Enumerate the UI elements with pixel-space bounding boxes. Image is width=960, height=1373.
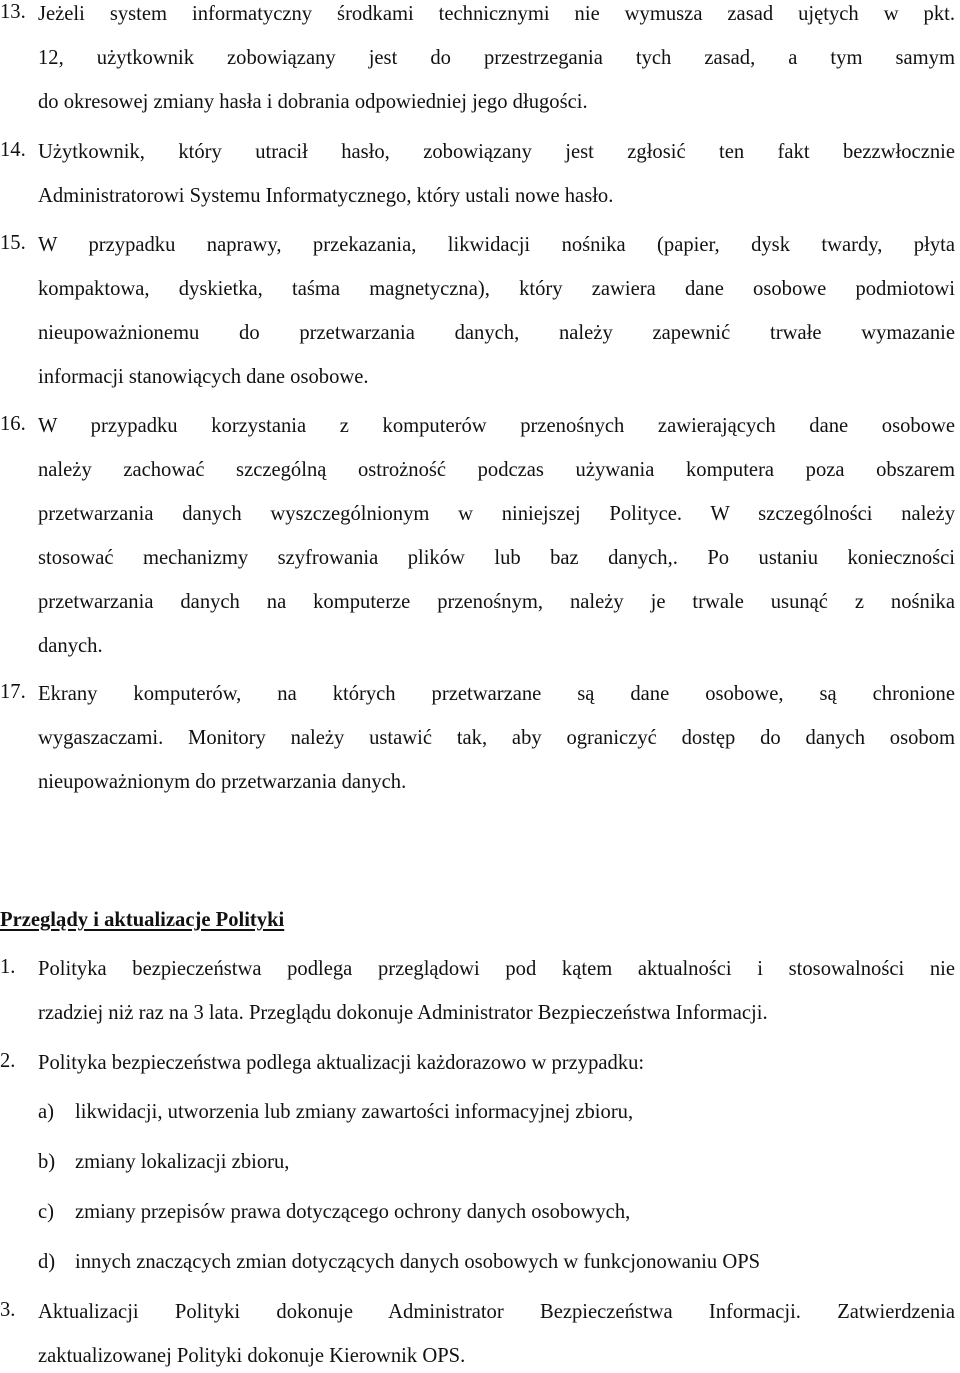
item-text-line: Polityka bezpieczeństwa podlega przeglądowi pod kątem aktualności i stosowalności nie: [38, 958, 955, 980]
item-text-line: Administratorowi Systemu Informatycznego, który ustali nowe hasło.: [38, 185, 614, 207]
sub-item-text: innych znaczących zmian dotyczących danych osobowych w funkcjonowaniu OPS: [75, 1251, 761, 1273]
item-text-line: wygaszaczami. Monitory należy ustawić tak, aby ograniczyć dostęp do danych osobom: [38, 727, 955, 749]
item-text-line: Ekrany komputerów, na których przetwarzane są dane osobowe, są chronione: [38, 683, 955, 705]
item-number: 2.: [0, 1050, 16, 1072]
item-number: 15.: [0, 232, 26, 254]
item-text-line: do okresowej zmiany hasła i dobrania odpowiedniej jego długości.: [38, 91, 588, 113]
item-text-line: Polityka bezpieczeństwa podlega aktualizacji każdorazowo w przypadku:: [38, 1052, 645, 1074]
sub-item-text: likwidacji, utworzenia lub zmiany zawartości informacyjnej zbioru,: [75, 1101, 634, 1123]
item-text-line: kompaktowa, dyskietka, taśma magnetyczna), który zawiera dane osobowe podmiotowi: [38, 278, 955, 300]
item-text-line: stosować mechanizmy szyfrowania plików lub baz danych,. Po ustaniu konieczności: [38, 547, 955, 569]
item-text-line: danych.: [38, 635, 103, 657]
item-text-line: nieupoważnionemu do przetwarzania danych, należy zapewnić trwałe wymazanie: [38, 322, 955, 344]
item-text-line: rzadziej niż raz na 3 lata. Przeglądu dokonuje Administrator Bezpieczeństwa Informacji.: [38, 1002, 768, 1024]
sub-item-letter: c): [38, 1201, 54, 1223]
item-text-line: 12, użytkownik zobowiązany jest do przestrzegania tych zasad, a tym samym: [38, 47, 955, 69]
item-text-line: nieupoważnionym do przetwarzania danych.: [38, 771, 407, 793]
item-text-line: W przypadku naprawy, przekazania, likwidacji nośnika (papier, dysk twardy, płyta: [38, 234, 955, 256]
item-text-line: Jeżeli system informatyczny środkami technicznymi nie wymusza zasad ujętych w pkt.: [38, 3, 955, 25]
item-number: 16.: [0, 413, 26, 435]
sub-item-d: [38, 1249, 938, 1275]
section-heading: Przeglądy i aktualizacje Polityki: [0, 909, 285, 931]
item-text-line: Użytkownik, który utracił hasło, zobowiązany jest zgłosić ten fakt bezzwłocznie: [38, 141, 955, 163]
sub-item-letter: d): [38, 1251, 56, 1273]
item-text-line: przetwarzania danych wyszczególnionym w niniejszej Polityce. W szczególności należy: [38, 503, 955, 525]
item-text-line: zaktualizowanej Polityki dokonuje Kierownik OPS.: [38, 1345, 466, 1367]
item-text-line: Aktualizacji Polityki dokonuje Administrator Bezpieczeństwa Informacji. Zatwierdzenia: [38, 1301, 955, 1323]
sub-item-letter: a): [38, 1101, 54, 1123]
item-number: 17.: [0, 681, 26, 703]
item-number: 1.: [0, 956, 16, 978]
item-number: 13.: [0, 1, 26, 23]
sub-item-text: zmiany lokalizacji zbioru,: [75, 1151, 290, 1173]
sub-item-text: zmiany przepisów prawa dotyczącego ochrony danych osobowych,: [75, 1201, 631, 1223]
item-number: 3.: [0, 1299, 16, 1321]
item-number: 14.: [0, 139, 26, 161]
sub-item-a: [38, 1099, 938, 1125]
item-text-line: W przypadku korzystania z komputerów przenośnych zawierających dane osobowe: [38, 415, 955, 437]
item-text-line: informacji stanowiących dane osobowe.: [38, 366, 369, 388]
sub-item-b: [38, 1149, 938, 1175]
item-text-line: przetwarzania danych na komputerze przenośnym, należy je trwale usunąć z nośnika: [38, 591, 955, 613]
item-text-line: należy zachować szczególną ostrożność podczas używania komputera poza obszarem: [38, 459, 955, 481]
sub-item-c: [38, 1199, 938, 1225]
sub-item-letter: b): [38, 1151, 56, 1173]
